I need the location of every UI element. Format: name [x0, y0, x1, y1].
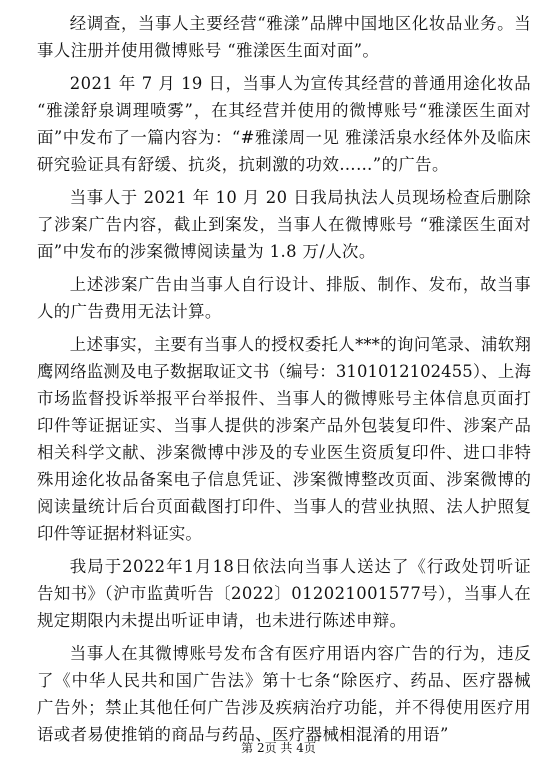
paragraph-evidence: 上述事实，主要有当事人的授权委托人***的询问笔录、浦软翔鹰网络监测及电子数据取证文书（编号：3101012102455）、上海市场监督投诉举报平台举报件、当事人的微博账号主体信息页面打印件等证据证实、当事人提供的涉案产品外包装复印件、涉案产品相关科学文献、涉案微博中涉及的专业医生资质复印件、进口非特殊用途化妆品备案电子信息凭证、涉案微博整改页面、涉案微博的阅读量统计后台页面截图打印件、当事人的营业执照、法人护照复印件等证据材料证实。 [37, 335, 531, 543]
paragraph-ad-cost: 上述涉案广告由当事人自行设计、排版、制作、发布，故当事人的广告费用无法计算。 [37, 275, 531, 321]
paragraph-deletion-readcount: 当事人于 2021 年 10 月 20 日我局执法人员现场检查后删除了涉案广告内容，截止到案发，当事人在微博账号 “雅漾医生面对面”中发布的涉案微博阅读量为 1.8 万/人次。 [37, 188, 531, 261]
paragraph-investigation: 经调查，当事人主要经营“雅漾”品牌中国地区化妆品业务。当事人注册并使用微博账号 “雅漾医生面对面”。 [37, 14, 531, 60]
paragraph-violation: 当事人在其微博账号发布含有医疗用语内容广告的行为，违反了《中华人民共和国广告法》第十七条“除医疗、药品、医疗器械广告外；禁止其他任何广告涉及疾病治疗功能，并不得使用医疗用语或者易使推销的商品与药品、医疗器械相混淆的用语” [37, 644, 531, 744]
paragraph-advertisement-date: 2021 年 7 月 19 日，当事人为宣传其经营的普通用途化妆品 “雅漾舒泉调理喷雾”，在其经营并使用的微博账号“雅漾医生面对面”中发布了一篇内容为：“#雅漾周一见 雅漾活泉水经体外及临床研究验证具有舒缓、抗炎，抗刺激的功效……”的广告。 [37, 74, 531, 174]
paragraph-hearing-notice: 我局于2022年1月18日依法向当事人送达了《行政处罚听证告知书》（沪市监黄听告〔2022〕012021001577号），当事人在规定期限内未提出听证申请，也未进行陈述申辩。 [37, 557, 531, 630]
page-number-footer: 第 2页 共 4页 [241, 741, 316, 755]
